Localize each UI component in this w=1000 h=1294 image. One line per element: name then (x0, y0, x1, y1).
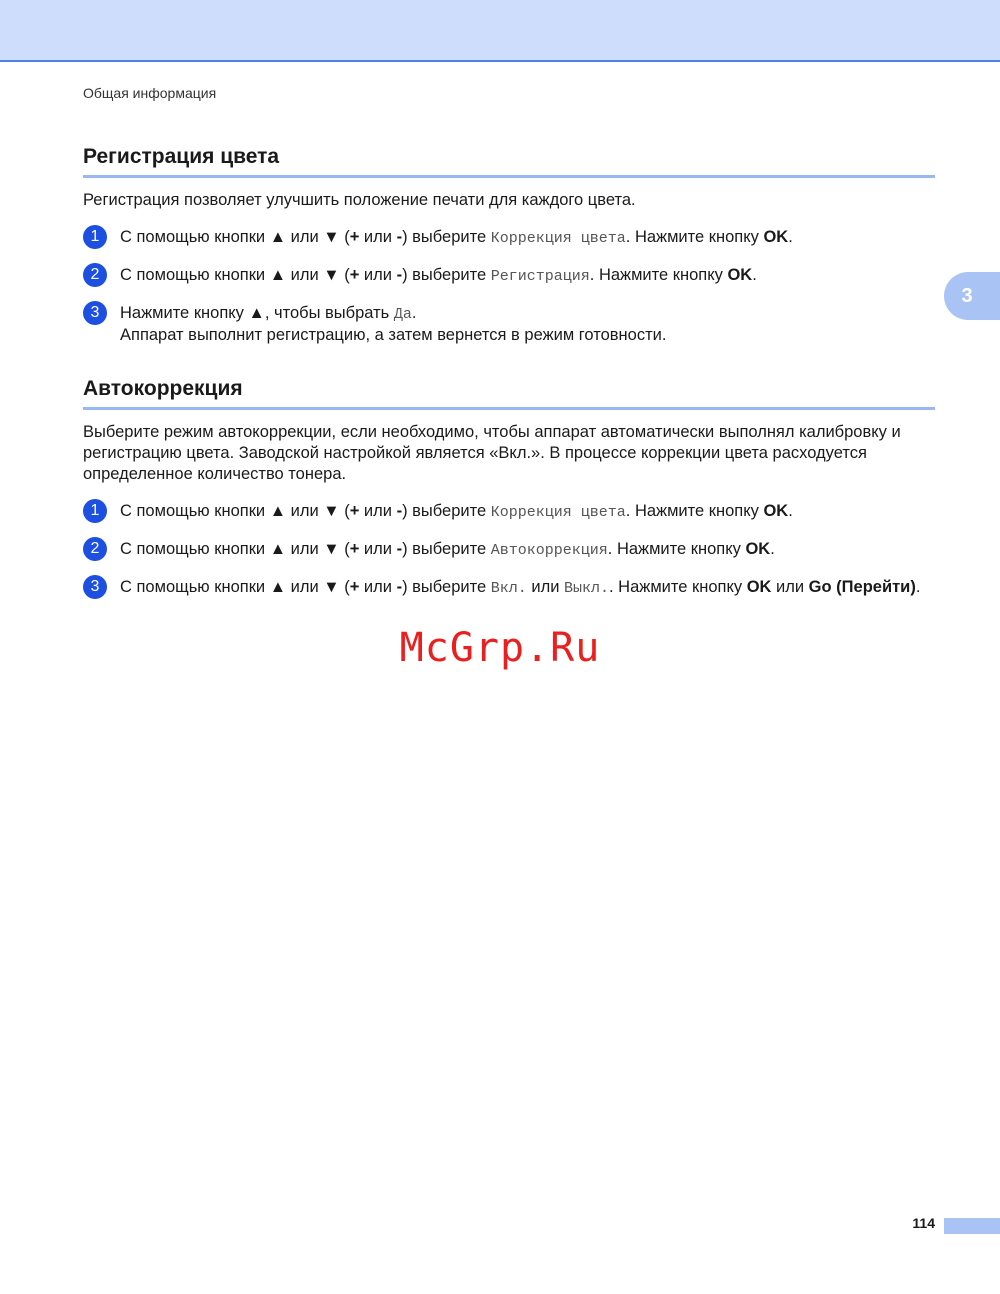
step-text: или (359, 578, 397, 596)
step-text: . (411, 304, 417, 322)
lcd-text: Коррекция цвета (490, 230, 626, 247)
step-key: OK (727, 266, 753, 284)
step-text: . Нажмите кнопку (589, 266, 728, 284)
step-key: OK (763, 502, 789, 520)
step-number-icon: 1 (83, 499, 107, 523)
step-number-icon: 1 (83, 225, 107, 249)
step-text: ) выберите (402, 540, 491, 558)
step-key: OK (746, 578, 772, 596)
lcd-text: Коррекция цвета (490, 504, 626, 521)
step-text: или (359, 502, 397, 520)
watermark: McGrp.Ru (399, 625, 601, 671)
step-key: + (349, 266, 360, 284)
step-key: - (396, 266, 403, 284)
step-text: . (770, 540, 775, 558)
step-item (83, 303, 935, 346)
step-key: - (396, 502, 403, 520)
lcd-text: Выкл. (564, 580, 610, 597)
step-key: OK (745, 540, 771, 558)
step-number-icon: 2 (83, 537, 107, 561)
step-text: или (359, 228, 397, 246)
step-text: или (359, 266, 397, 284)
step-item (83, 539, 935, 561)
step-number-icon: 2 (83, 263, 107, 287)
section-intro: Регистрация позволяет улучшить положение печати для каждого цвета. (83, 191, 636, 209)
step-key: - (396, 578, 403, 596)
breadcrumb: Общая информация (83, 85, 217, 101)
lcd-text: Автокоррекция (490, 542, 608, 559)
section-color-registration (83, 145, 935, 346)
step-item (83, 577, 935, 599)
section-auto-correction (83, 377, 935, 599)
step-key: + (349, 502, 360, 520)
step-key: Go (Перейти) (808, 578, 916, 596)
step-text: или (771, 578, 809, 596)
step-key: OK (763, 228, 789, 246)
step-number-icon: 3 (83, 301, 107, 325)
page-number: 114 (912, 1215, 935, 1231)
step-text: ) выберите (402, 228, 491, 246)
step-key: - (396, 540, 403, 558)
step-text: или (526, 578, 564, 596)
step-item (83, 501, 935, 523)
step-text: С помощью кнопки ▲ или ▼ ( (120, 578, 350, 596)
step-text: или (359, 540, 397, 558)
lcd-text: Вкл. (490, 580, 527, 597)
step-text: С помощью кнопки ▲ или ▼ ( (120, 502, 350, 520)
step-key: - (396, 228, 403, 246)
step-key: + (349, 228, 360, 246)
step-text: Нажмите кнопку ▲, чтобы выбрать (120, 304, 394, 322)
section-intro: Выберите режим автокоррекции, если необходимо, чтобы аппарат автоматически выполнял калибровку и регистрацию цвета. Заводской настройкой является «Вкл.». В процессе коррекции цвета расходуется определенное количество тонера. (83, 423, 901, 483)
step-text: С помощью кнопки ▲ или ▼ ( (120, 228, 350, 246)
step-text: ) выберите (402, 502, 491, 520)
step-result-text: Аппарат выполнит регистрацию, а затем вернется в режим готовности. (120, 326, 667, 344)
page-number-bar (944, 1218, 1000, 1234)
section-title: Регистрация цвета (83, 145, 935, 178)
header-band (0, 0, 1000, 62)
step-text: С помощью кнопки ▲ или ▼ ( (120, 266, 350, 284)
step-text: . Нажмите кнопку (625, 502, 764, 520)
step-text: ) выберите (402, 266, 491, 284)
step-item (83, 265, 935, 287)
step-number-icon: 3 (83, 575, 107, 599)
step-text: . (915, 578, 921, 596)
step-text: . (788, 228, 793, 246)
step-text: . (788, 502, 793, 520)
step-text: С помощью кнопки ▲ или ▼ ( (120, 540, 350, 558)
step-text: . Нажмите кнопку (607, 540, 746, 558)
lcd-text: Регистрация (490, 268, 590, 285)
step-text: . (752, 266, 757, 284)
step-text: ) выберите (402, 578, 491, 596)
section-title: Автокоррекция (83, 377, 935, 410)
step-item (83, 227, 935, 249)
step-text: . Нажмите кнопку (625, 228, 764, 246)
chapter-tab: 3 (944, 272, 1000, 320)
step-key: + (349, 540, 360, 558)
step-text: . Нажмите кнопку (609, 578, 747, 596)
step-key: + (349, 578, 360, 596)
lcd-text: Да (393, 306, 412, 323)
